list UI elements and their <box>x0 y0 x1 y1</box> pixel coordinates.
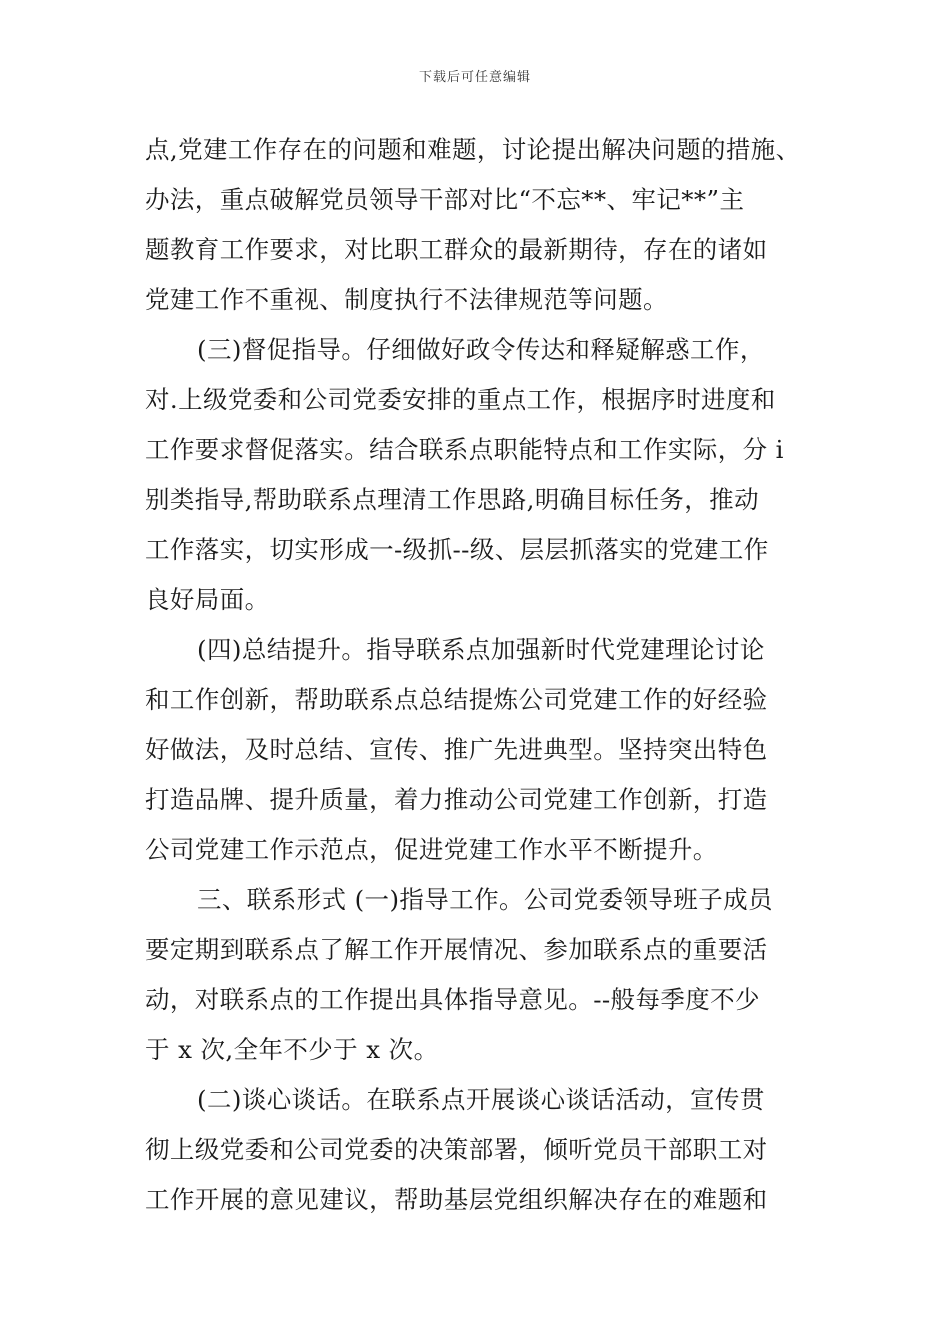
text-line: 良好局面。 <box>145 585 270 614</box>
paragraph-start-line: (二)谈心谈话。在联系点开展谈心谈话活动，宣传贯 <box>197 1085 765 1114</box>
text-line: 动，对联系点的工作提出具体指导意见。--般每季度不少 <box>145 985 760 1014</box>
text-line: 对.上级党委和公司党委安排的重点工作，根据序时进度和 <box>145 385 776 414</box>
paragraph-start-line: 三、联系形式 (一)指导工作。公司党委领导班子成员 <box>197 885 773 914</box>
text-line: 工作要求督促落实。结合联系点职能特点和工作实际，分 i <box>145 435 784 464</box>
text-line: 要定期到联系点了解工作开展情况、参加联系点的重要活 <box>145 935 768 964</box>
paragraph-start-line: (四)总结提升。指导联系点加强新时代党建理论讨论 <box>197 635 765 664</box>
text-line: 打造品牌、提升质量，着力推动公司党建工作创新，打造 <box>145 785 768 814</box>
header-note: 下载后可任意编辑 <box>418 70 531 85</box>
paragraph-start-line: (三)督促指导。仔细做好政令传达和释疑解惑工作， <box>197 335 765 364</box>
text-line: 于 x 次,全年不少于 x 次。 <box>145 1035 439 1064</box>
text-line: 好做法，及时总结、宣传、推广先进典型。坚持突出特色 <box>145 735 768 764</box>
text-line: 彻上级党委和公司党委的决策部署，倾听党员干部职工对 <box>145 1135 768 1164</box>
text-line: 点,党建工作存在的问题和难题，讨论提出解决问题的措施、 <box>145 135 801 164</box>
text-line: 工作开展的意见建议，帮助基层党组织解决存在的难题和 <box>145 1185 768 1214</box>
text-line: 公司党建工作示范点，促进党建工作水平不断提升。 <box>145 835 718 864</box>
text-line: 党建工作不重视、制度执行不法律规范等问题。 <box>145 285 668 314</box>
body-text <box>145 125 815 1225</box>
text-line: 题教育工作要求，对比职工群众的最新期待，存在的诸如 <box>145 235 768 264</box>
text-line: 别类指导,帮助联系点理清工作思路,明确目标任务，推动 <box>145 485 759 514</box>
text-line: 办法，重点破解党员领导干部对比“不忘**、牢记**”主 <box>145 185 745 214</box>
text-line: 工作落实，切实形成一-级抓--级、层层抓落实的党建工作 <box>145 535 769 564</box>
text-line: 和工作创新，帮助联系点总结提炼公司党建工作的好经验 <box>145 685 768 714</box>
